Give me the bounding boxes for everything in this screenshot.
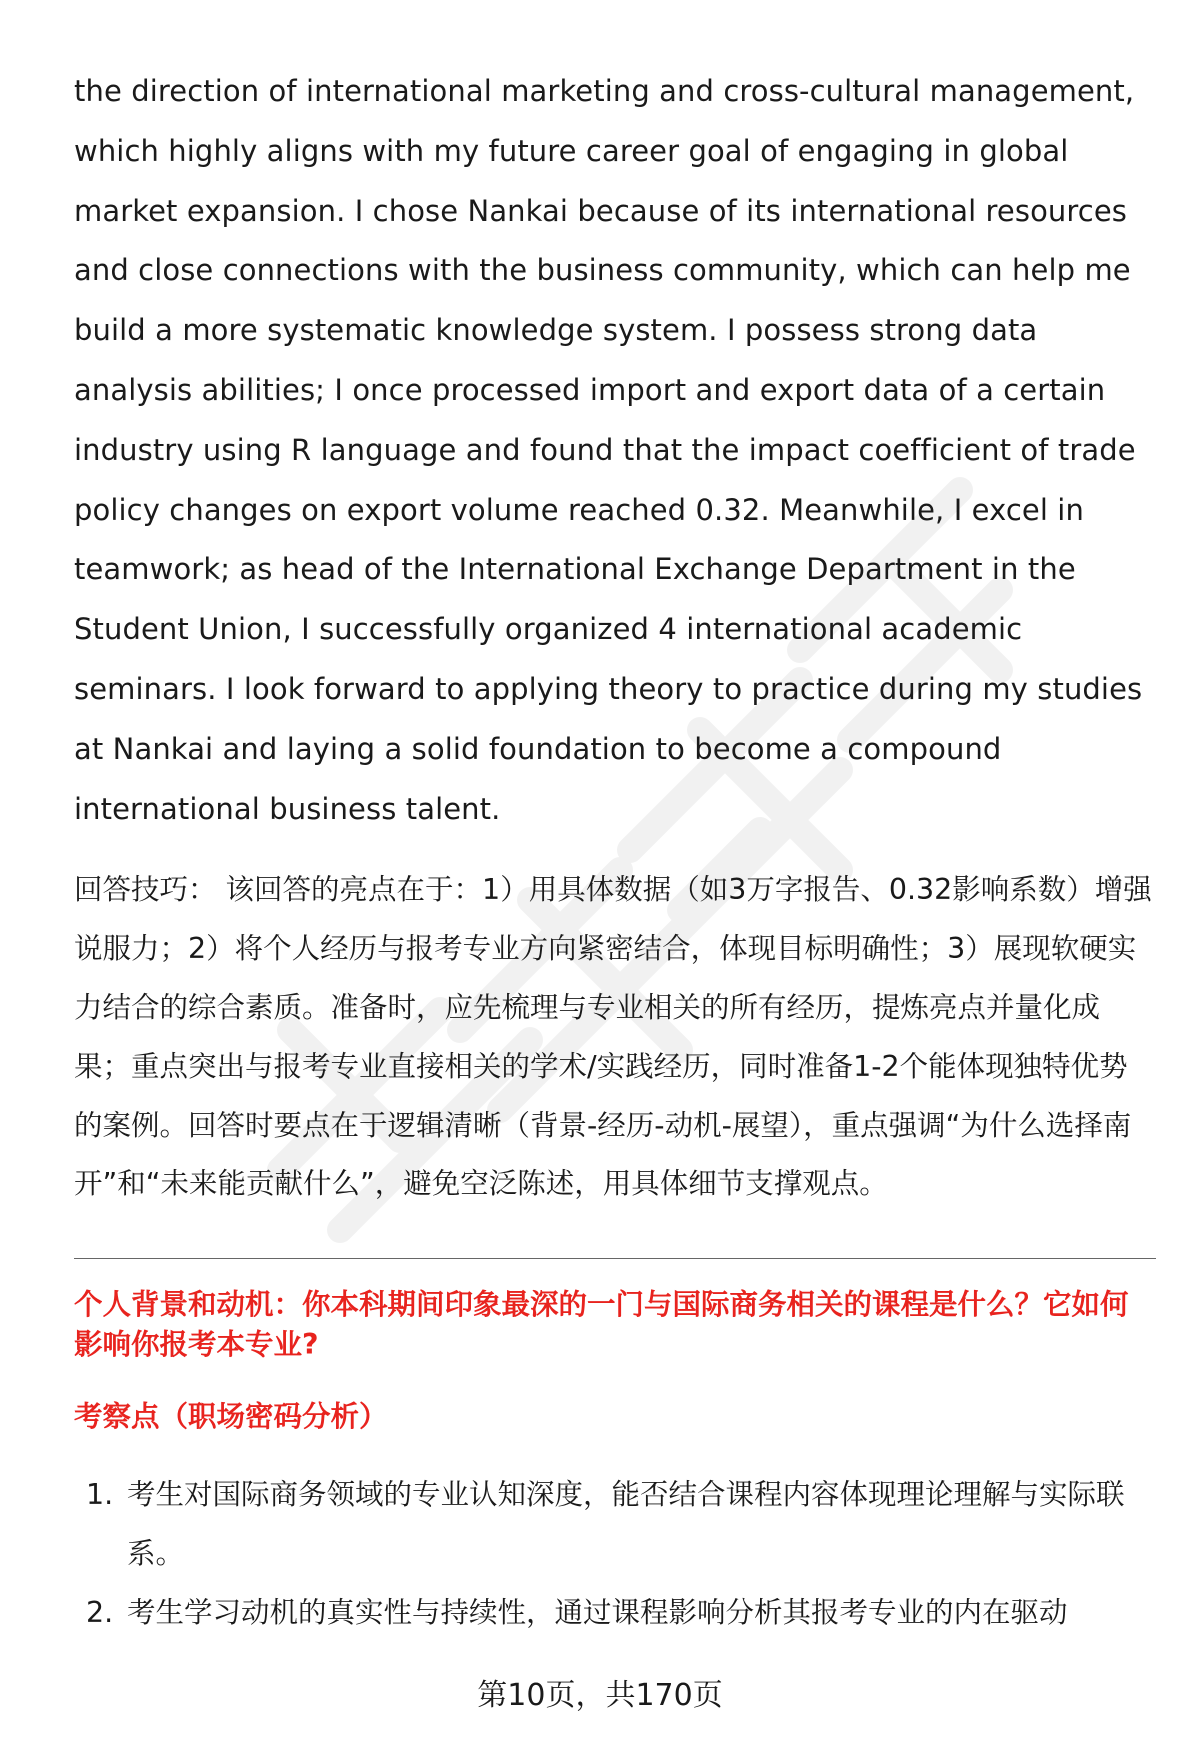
- assessment-points-list: [74, 1465, 1154, 1642]
- page-number-footer: 第10页，共170页: [477, 1678, 723, 1713]
- list-item: [74, 1465, 1154, 1583]
- answer-tips-paragraph: 回答技巧： 该回答的亮点在于：1）用具体数据（如3万字报告、0.32影响系数）增强说服力；2）将个人经历与报考专业方向紧密结合，体现目标明确性；3）展现软硬实力结合的综合素质。准备时，应先梳理与专业相关的所有经历，提炼亮点并量化成果；重点突出与报考专业直接相关的学术/实践经历，同时准备1-2个能体现独特优势的案例。回答时要点在于逻辑清晰（背景-经历-动机-展望），重点强调“为什么选择南开”和“未来能贡献什么”，避免空泛陈述，用具体细节支撑观点。: [74, 873, 1152, 1201]
- question-heading: 个人背景和动机：你本科期间印象最深的一门与国际商务相关的课程是什么？它如何影响你报考本专业?: [74, 1288, 1129, 1362]
- english-answer-paragraph: the direction of international marketing and cross-cultural management, which highly aligns with my future career goal of engaging in global market expansion. I chose Nankai because of its international resources and close connections with the business community, which can help me build a more systematic knowledge system. I possess strong data analysis abilities; I once processed import and export data of a certain industry using R language and found that the impact coefficient of trade policy changes on export volume reached 0.32. Meanwhile, I excel in teamwork; as head of the International Exchange Department in the Student Union, I successfully organized 4 international academic seminars. I look forward to applying theory to practice during my studies at Nankai and laying a solid foundation to become a compound international business talent.: [74, 74, 1143, 826]
- list-item-number: 2.: [86, 1596, 114, 1630]
- assessment-points-heading: 考察点（职场密码分析）: [74, 1400, 388, 1434]
- list-item-text: 考生学习动机的真实性与持续性，通过课程影响分析其报考专业的内在驱动: [127, 1596, 1068, 1630]
- list-item-number: 1.: [86, 1478, 114, 1512]
- list-item: [74, 1583, 1154, 1642]
- document-content: [74, 62, 1154, 1642]
- section-divider: [74, 1258, 1156, 1259]
- list-item-text: 考生对国际商务领域的专业认知深度，能否结合课程内容体现理论理解与实际联系。: [127, 1478, 1125, 1571]
